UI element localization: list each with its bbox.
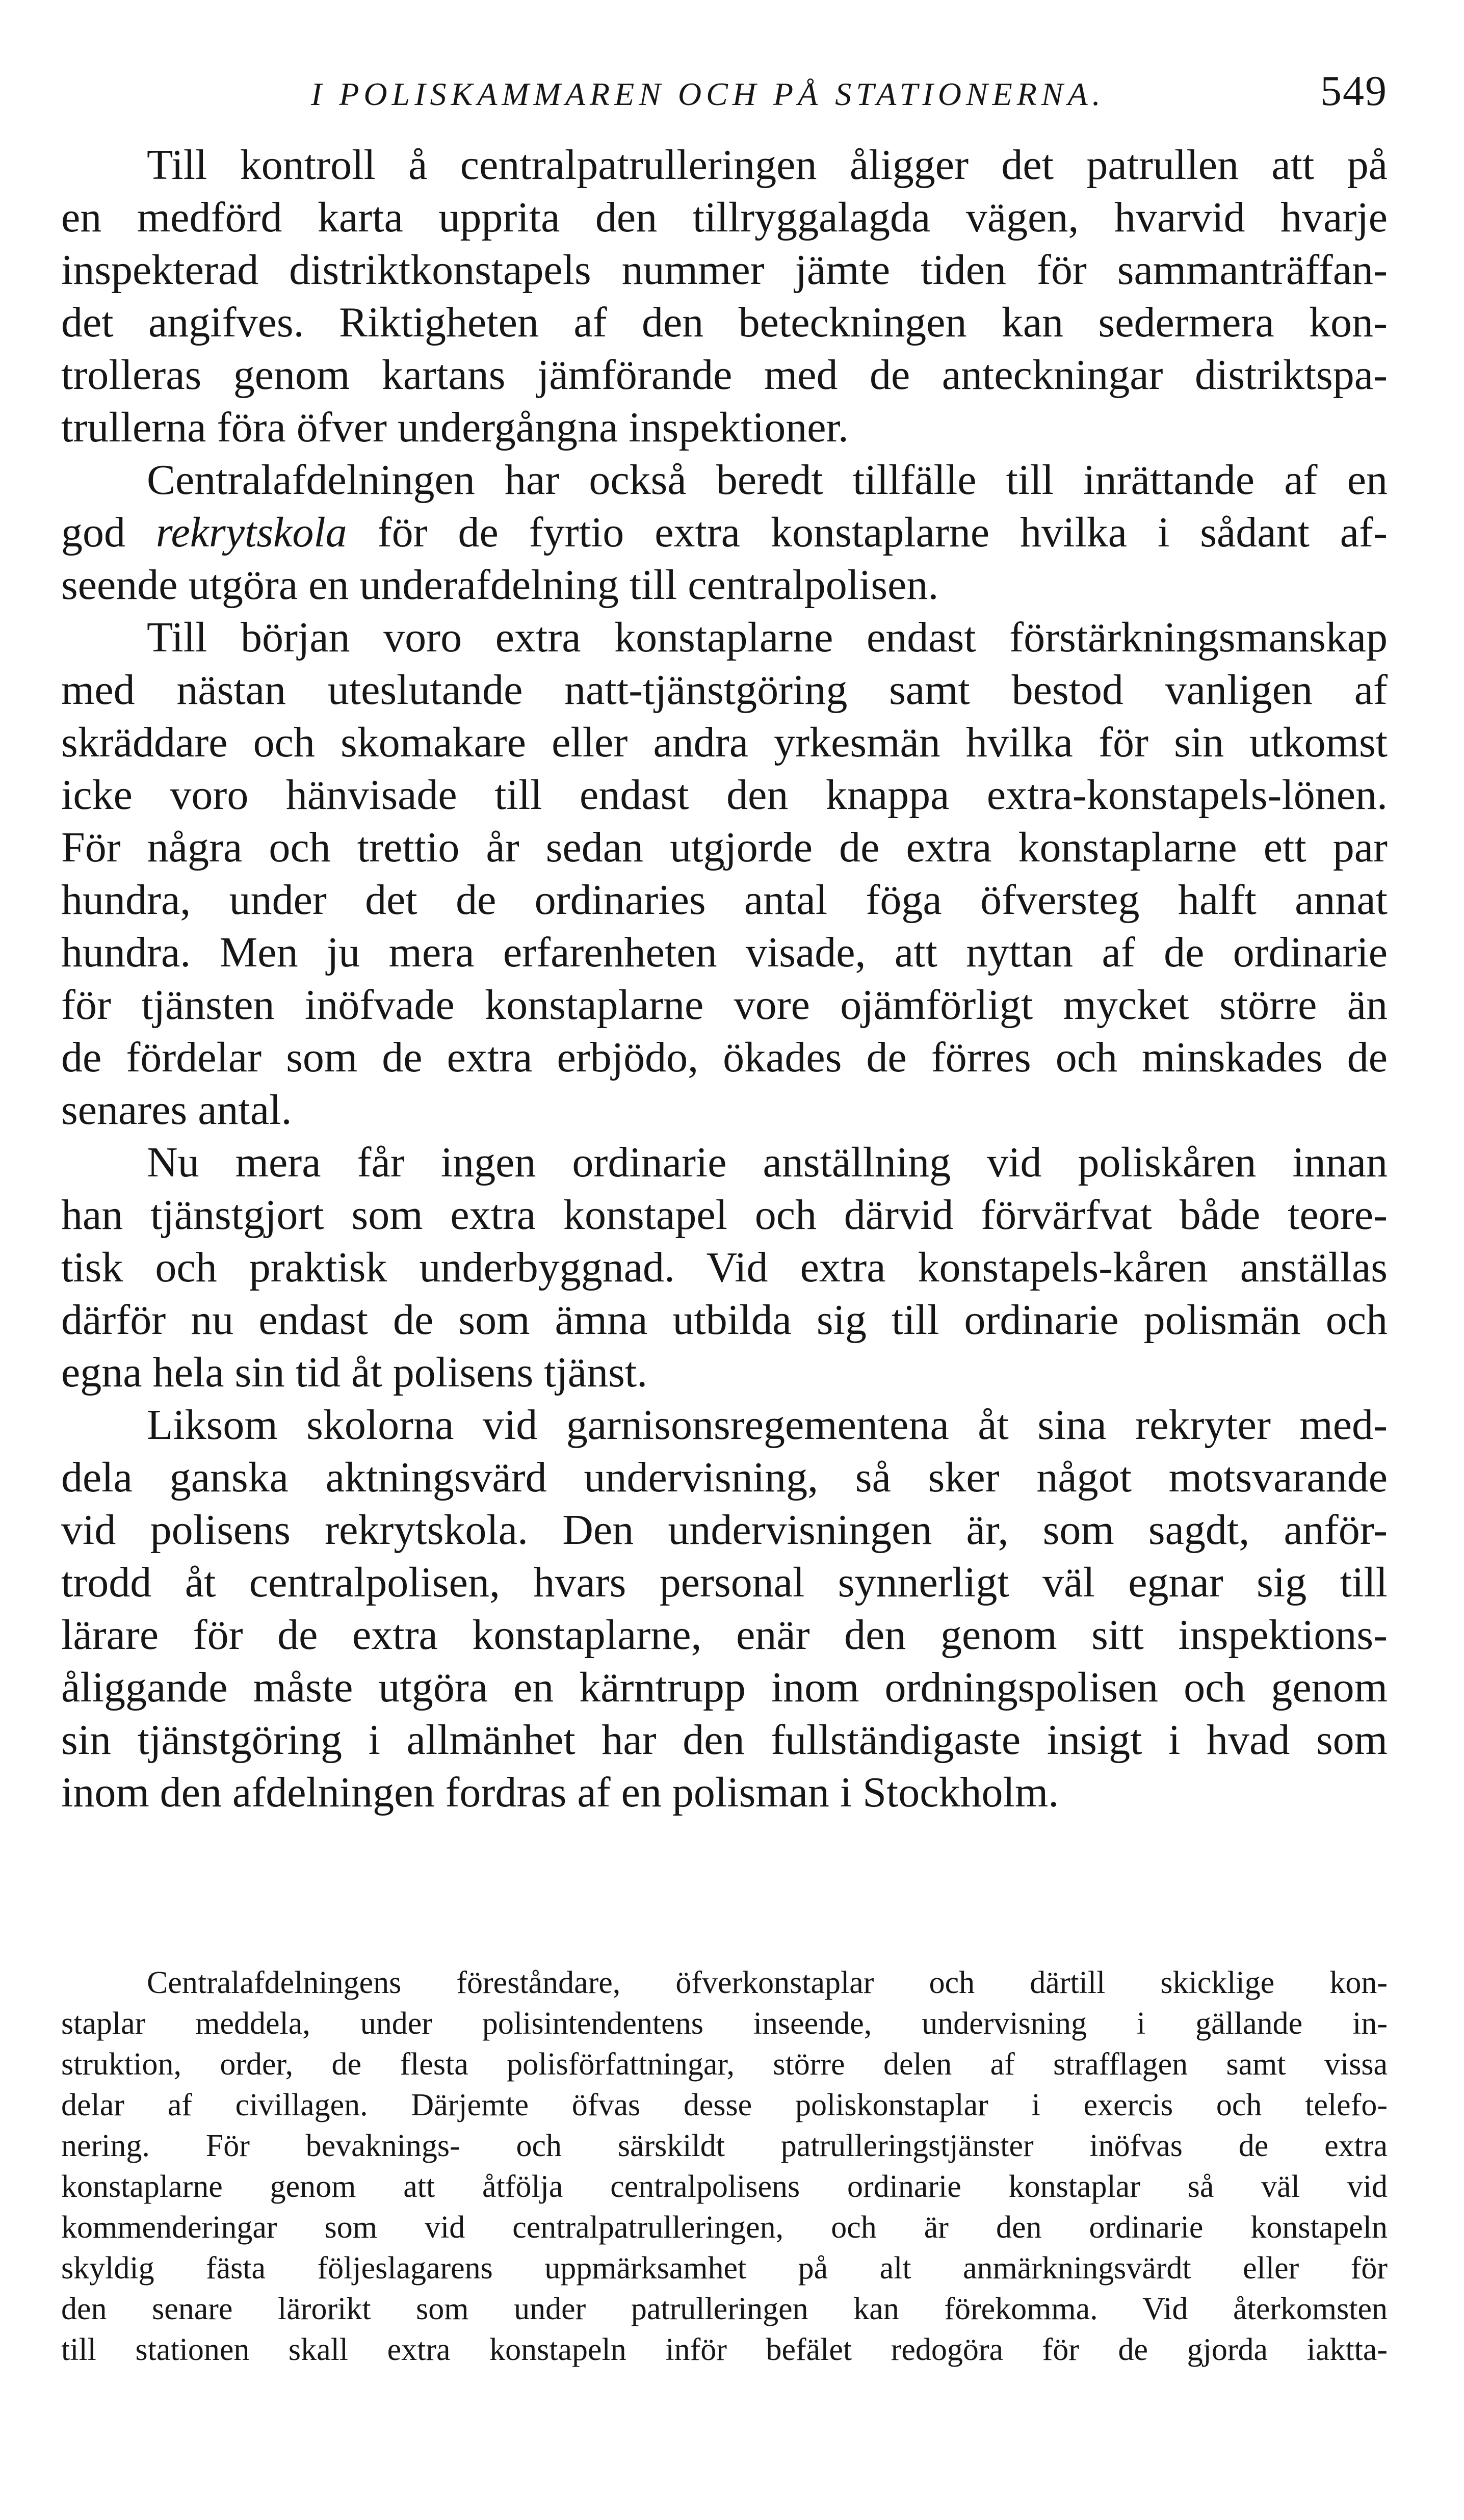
paragraph-2 (61, 454, 1388, 611)
text-line: tisk och praktisk underbyggnad. Vid extra konstapels-kåren anställas (61, 1244, 1388, 1291)
footnote-line: Centralafdelningens föreståndare, öfverkonstaplar och därtill skicklige kon- (147, 1965, 1388, 2000)
paragraph-1 (61, 139, 1388, 454)
text-line: hundra. Men ju mera erfarenheten visade, att nyttan af de ordinarie (61, 929, 1388, 976)
running-title: I POLISKAMMAREN OCH PÅ STATIONERNA. (311, 76, 1105, 112)
paragraph-4 (61, 1136, 1388, 1399)
text-line: trullerna föra öfver undergångna inspektioner. (61, 404, 849, 451)
page-number: 549 (1320, 67, 1388, 115)
text-line: sin tjänstgöring i allmänhet har den fullständigaste insigt i hvad som (61, 1716, 1388, 1764)
main-text (61, 139, 1388, 1819)
text-line: vid polisens rekrytskola. Den undervisningen är, som sagdt, anför- (61, 1506, 1388, 1554)
text-line: För några och trettio år sedan utgjorde de extra konstaplarne ett par (61, 824, 1388, 871)
text-line: åliggande måste utgöra en kärntrupp inom ordningspolisen och genom (61, 1664, 1388, 1711)
text-line: därför nu endast de som ämna utbilda sig till ordinarie polismän och (61, 1296, 1388, 1344)
text-line: skräddare och skomakare eller andra yrkesmän hvilka för sin utkomst (61, 719, 1388, 766)
text-line: med nästan uteslutande natt-tjänstgöring samt bestod vanligen af (61, 666, 1388, 714)
text-line: Till kontroll å centralpatrulleringen åligger det patrullen att på (147, 141, 1388, 189)
text-line: hundra, under det de ordinaries antal föga öfversteg halft annat (61, 876, 1388, 924)
running-head (61, 61, 1388, 127)
footnote-line: nering. För bevaknings- och särskildt patrulleringstjänster inöfvas de extra (61, 2129, 1388, 2163)
footnote-line: till stationen skall extra konstapeln inför befälet redogöra för de gjorda iaktta- (61, 2332, 1388, 2367)
paragraph-3 (61, 611, 1388, 1136)
text-line: seende utgöra en underafdelning till centralpolisen. (61, 561, 939, 609)
text-line: inspekterad distriktkonstapels nummer jämte tiden för sammanträffan- (61, 246, 1388, 294)
footnote-line: den senare lärorikt som under patrulleringen kan förekomma. Vid återkomsten (61, 2292, 1388, 2326)
text-line: senares antal. (61, 1086, 292, 1134)
footnote-line: konstaplarne genom att åtfölja centralpolisens ordinarie konstaplar så väl vid (61, 2169, 1388, 2204)
text-line: Till början voro extra konstaplarne endast förstärkningsmanskap (147, 614, 1388, 661)
text-line: Nu mera får ingen ordinarie anställning vid poliskåren innan (147, 1139, 1388, 1186)
footnote-line: staplar meddela, under polisintendentens inseende, undervisning i gällande in- (61, 2006, 1388, 2041)
text-segment: god (61, 509, 156, 556)
text-line: Centralafdelningen har också beredt tillfälle till inrättande af en (147, 456, 1388, 504)
text-line: egna hela sin tid åt polisens tjänst. (61, 1349, 648, 1396)
emphasized-term: rekrytskola (155, 509, 347, 556)
text-line: inom den afdelningen fordras af en polisman i Stockholm. (61, 1769, 1059, 1816)
text-line: en medförd karta upprita den tillryggalagda vägen, hvarvid hvarje (61, 194, 1388, 241)
text-line: trodd åt centralpolisen, hvars personal synnerligt väl egnar sig till (61, 1559, 1388, 1606)
footnote-line: delar af civillagen. Därjemte öfvas desse poliskonstaplar i exercis och telefo- (61, 2088, 1388, 2122)
text-segment: för de fyrtio extra konstaplarne hvilka i sådant af- (347, 509, 1388, 556)
text-line: trolleras genom kartans jämförande med de anteckningar distriktspa- (61, 351, 1388, 399)
text-line: han tjänstgjort som extra konstapel och därvid förvärfvat både teore- (61, 1191, 1388, 1239)
text-line: icke voro hänvisade till endast den knappa extra-konstapels-lönen. (61, 771, 1388, 819)
footnote-line: kommenderingar som vid centralpatrulleringen, och är den ordinarie konstapeln (61, 2210, 1388, 2245)
text-line: för tjänsten inöfvade konstaplarne vore ojämförligt mycket större än (61, 981, 1388, 1029)
footnote (61, 1962, 1388, 2370)
text-line: det angifves. Riktigheten af den beteckningen kan sedermera kon- (61, 299, 1388, 346)
text-line: lärare för de extra konstaplarne, enär den genom sitt inspektions- (61, 1611, 1388, 1659)
text-line-with-emphasis (61, 506, 1388, 559)
text-line: de fördelar som de extra erbjödo, ökades de förres och minskades de (61, 1034, 1388, 1081)
footnote-line: skyldig fästa följeslagarens uppmärksamhet på alt anmärkningsvärdt eller för (61, 2251, 1388, 2286)
text-line: dela ganska aktningsvärd undervisning, så sker något motsvarande (61, 1454, 1388, 1501)
footnote-line: struktion, order, de flesta polisförfattningar, större delen af strafflagen samt vissa (61, 2047, 1388, 2082)
text-line: Liksom skolorna vid garnisonsregementena åt sina rekryter med- (147, 1401, 1388, 1449)
paragraph-5 (61, 1399, 1388, 1819)
